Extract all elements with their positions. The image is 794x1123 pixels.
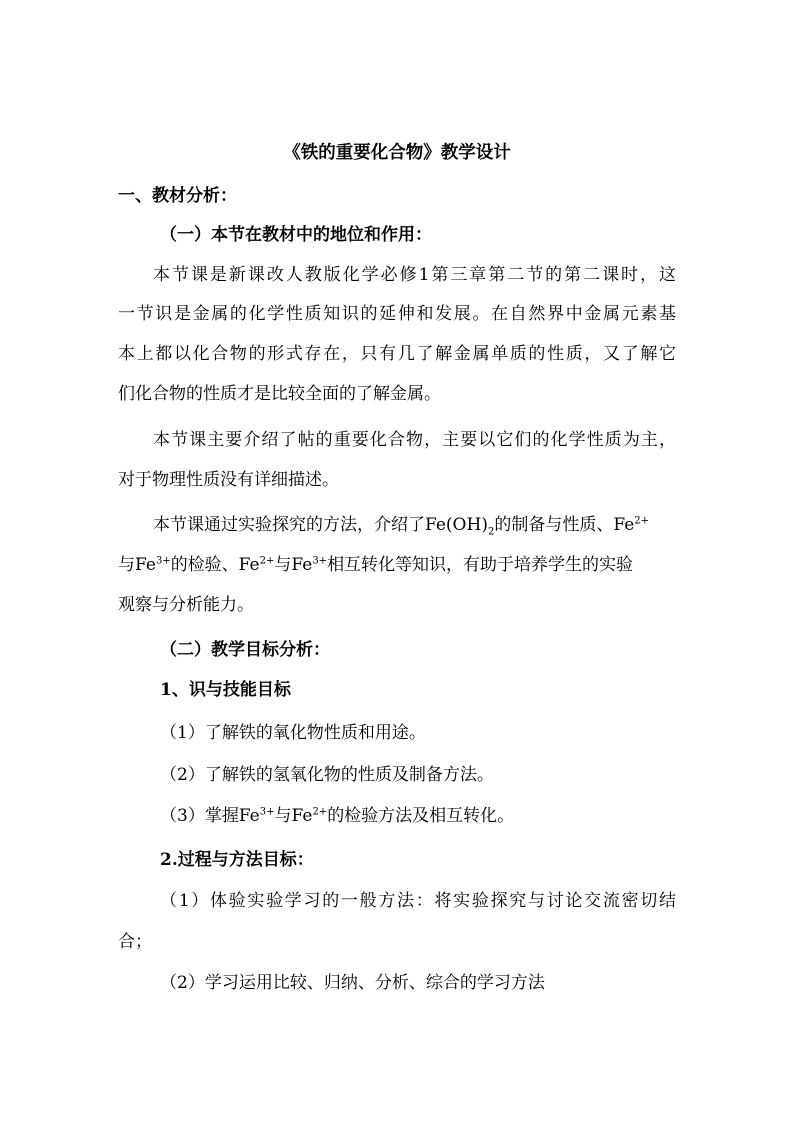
text-run: （3）掌握Fe xyxy=(160,806,260,826)
paragraph-line: 对于物理性质没有详细描述。 xyxy=(118,470,339,490)
goal-item: （2）学习运用比较、归纳、分析、综合的学习方法 xyxy=(160,973,545,993)
subsection-heading-teaching-goals: （二）教学目标分析： xyxy=(160,640,330,660)
superscript: 2+ xyxy=(634,515,650,527)
text-run: 的检验、Fe xyxy=(170,555,260,575)
document-title: 《铁的重要化合物》教学设计 xyxy=(283,143,511,163)
goal-item-continuation: 合； xyxy=(118,932,152,952)
superscript: 3+ xyxy=(312,555,328,567)
paragraph-line: 一节识是金属的化学性质知识的延伸和发展。在自然界中金属元素基 xyxy=(118,304,676,324)
paragraph-line xyxy=(153,514,649,536)
text-run: 与Fe xyxy=(274,806,313,826)
text-run: 与Fe xyxy=(274,555,313,575)
goal-heading-knowledge-skills: 1、识与技能目标 xyxy=(160,680,291,700)
subsection-heading-position-role: （一）本节在教材中的地位和作用： xyxy=(160,225,432,245)
goal-heading-process-methods: 2.过程与方法目标： xyxy=(160,850,314,870)
goal-item: （1）体验实验学习的一般方法：将实验探究与讨论交流密切结 xyxy=(160,891,676,911)
text-run: 相互转化等知识，有助于培养学生的实验 xyxy=(327,555,634,575)
section-heading-textbook-analysis: 一、教材分析： xyxy=(118,186,237,206)
paragraph-line: 观察与分析能力。 xyxy=(118,595,254,615)
paragraph-line: 们化合物的性质才是比较全面的了解金属。 xyxy=(118,384,441,404)
text-run: 的检验方法及相互转化。 xyxy=(327,806,515,826)
text-run: 的制备与性质、Fe xyxy=(494,515,635,535)
paragraph-line: 本节课是新课改人教版化学必修1第三章第二节的第二课时，这 xyxy=(153,265,676,285)
goal-item: （2）了解铁的氢氧化物的性质及制备方法。 xyxy=(160,765,494,785)
superscript: 2+ xyxy=(312,806,328,818)
superscript: 3+ xyxy=(259,806,275,818)
superscript: 2+ xyxy=(259,555,275,567)
paragraph-line xyxy=(118,554,633,576)
text-run: 与Fe xyxy=(118,555,156,575)
paragraph-line: 本上都以化合物的形式存在，只有几了解金属单质的性质，又了解它 xyxy=(118,344,676,364)
paragraph-line: 本节课主要介绍了帖的重要化合物，主要以它们的化学性质为主， xyxy=(153,430,676,450)
goal-item: （1）了解铁的氧化物性质和用途。 xyxy=(160,723,426,743)
text-run: 本节课通过实验探究的方法，介绍了Fe(OH) xyxy=(153,515,488,535)
goal-item xyxy=(160,805,514,827)
subscript: 2 xyxy=(487,526,495,538)
superscript: 3+ xyxy=(155,555,171,567)
